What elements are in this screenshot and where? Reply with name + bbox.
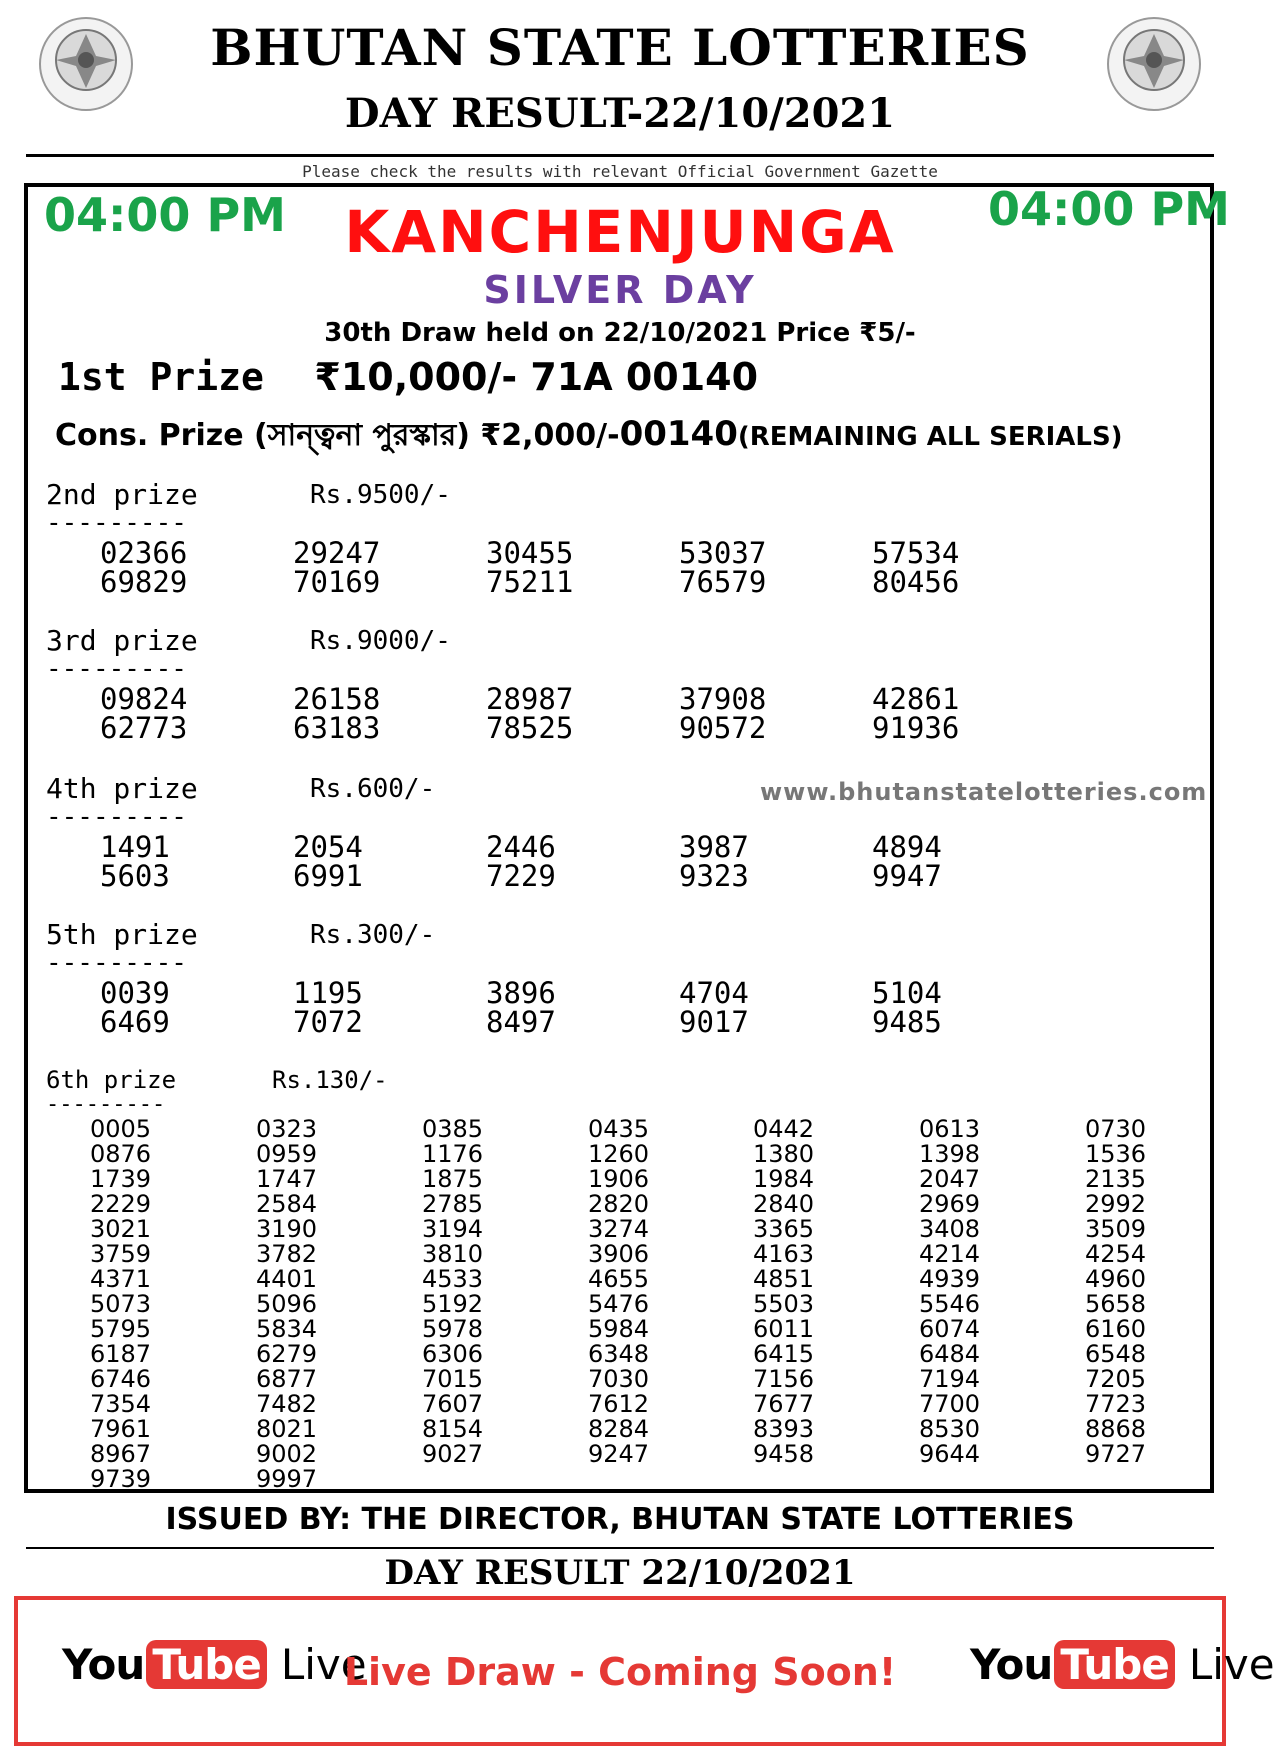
- prize6-number: 3365: [753, 1215, 815, 1243]
- draw-time-right: 04:00 PM: [988, 182, 1230, 236]
- prize6-number: 2840: [753, 1190, 815, 1218]
- prize6-number: 8393: [753, 1415, 815, 1443]
- prize5-number: 0039: [100, 976, 170, 1010]
- prize6-number: 4214: [919, 1240, 981, 1268]
- lottery-name: KANCHENJUNGA: [344, 198, 896, 266]
- prize6-number: 1380: [753, 1140, 815, 1168]
- prize2-number: 29247: [293, 536, 381, 570]
- prize6-number: 1739: [90, 1165, 152, 1193]
- draw-info: 30th Draw held on 22/10/2021 Price ₹5/-: [324, 318, 916, 348]
- prize4-amount: Rs.600/-: [310, 774, 436, 804]
- prize6-number: 3782: [256, 1240, 318, 1268]
- prize5-number: 7072: [293, 1005, 363, 1039]
- prize6-number: 1536: [1085, 1140, 1147, 1168]
- prize6-number: 5834: [256, 1315, 318, 1343]
- first-prize-label: 1st Prize: [58, 355, 264, 399]
- gazette-note: Please check the results with relevant Official Government Gazette: [302, 162, 938, 181]
- prize6-number: 0959: [256, 1140, 318, 1168]
- prize6-number: 0005: [90, 1115, 152, 1143]
- prize6-number: 7030: [588, 1365, 650, 1393]
- prize6-number: 6348: [588, 1340, 650, 1368]
- prize6-number: 0442: [753, 1115, 815, 1143]
- prize6-number: 6746: [90, 1365, 152, 1393]
- prize6-number: 6306: [422, 1340, 484, 1368]
- prize6-number: 7354: [90, 1390, 152, 1418]
- prize6-number: 6548: [1085, 1340, 1147, 1368]
- youtube-tube-badge: Tube: [146, 1640, 267, 1689]
- prize6-number: 7205: [1085, 1365, 1147, 1393]
- prize6-number: 2229: [90, 1190, 152, 1218]
- footer-result-date: DAY RESULT 22/10/2021: [384, 1553, 856, 1593]
- prize5-amount: Rs.300/-: [310, 920, 436, 950]
- prize4-number: 5603: [100, 859, 170, 893]
- prize6-number: 0323: [256, 1115, 318, 1143]
- prize6-number: 5795: [90, 1315, 152, 1343]
- prize6-number: 2135: [1085, 1165, 1147, 1193]
- prize6-number: 0435: [588, 1115, 650, 1143]
- prize6-number: 7607: [422, 1390, 484, 1418]
- prize5-number: 6469: [100, 1005, 170, 1039]
- prize6-number: 9458: [753, 1440, 815, 1468]
- prize6-number: 4960: [1085, 1265, 1147, 1293]
- prize6-number: 9247: [588, 1440, 650, 1468]
- prize6-number: 1984: [753, 1165, 815, 1193]
- prize6-label: 6th prize: [46, 1066, 177, 1094]
- prize6-number: 7194: [919, 1365, 981, 1393]
- prize6-number: 2969: [919, 1190, 981, 1218]
- prize6-number: 6011: [753, 1315, 815, 1343]
- prize6-number: 3408: [919, 1215, 981, 1243]
- draw-time-left: 04:00 PM: [44, 188, 286, 242]
- prize6-number: 5073: [90, 1290, 152, 1318]
- prize4-number: 2054: [293, 830, 363, 864]
- prize2-label: 2nd prize: [46, 478, 198, 511]
- prize3-number: 62773: [100, 711, 188, 745]
- first-prize-number: 71A 00140: [530, 355, 759, 399]
- prize6-number: 9027: [422, 1440, 484, 1468]
- prize6-number: 3194: [422, 1215, 484, 1243]
- prize3-number: 91936: [872, 711, 960, 745]
- prize6-number: 6877: [256, 1365, 318, 1393]
- prize6-number: 6074: [919, 1315, 981, 1343]
- prize2-number: 80456: [872, 565, 960, 599]
- prize3-number: 09824: [100, 682, 188, 716]
- prize5-number: 5104: [872, 976, 942, 1010]
- prize5-number: 4704: [679, 976, 749, 1010]
- youtube-tube-badge: Tube: [1054, 1640, 1175, 1689]
- prize2-number: 75211: [486, 565, 574, 599]
- prize6-underline: ---------: [46, 1092, 166, 1117]
- prize6-number: 8021: [256, 1415, 318, 1443]
- website-link[interactable]: www.bhutanstatelotteries.com: [760, 778, 1208, 806]
- prize6-number: 5503: [753, 1290, 815, 1318]
- prize6-number: 2785: [422, 1190, 484, 1218]
- prize6-number: 0385: [422, 1115, 484, 1143]
- youtube-live-right[interactable]: [970, 1640, 1275, 1689]
- prize4-underline: ---------: [46, 802, 187, 832]
- prize6-number: 3021: [90, 1215, 152, 1243]
- cons-prize-amount: ₹2,000/-: [480, 418, 620, 453]
- prize4-number: 9947: [872, 859, 942, 893]
- prize6-number: 3509: [1085, 1215, 1147, 1243]
- prize3-number: 63183: [293, 711, 381, 745]
- result-subtitle: DAY RESULT-22/10/2021: [344, 90, 896, 137]
- youtube-live-text: Live: [1188, 1640, 1275, 1689]
- prize2-number: 70169: [293, 565, 381, 599]
- prize6-number: 7961: [90, 1415, 152, 1443]
- prize4-number: 4894: [872, 830, 942, 864]
- prize6-number: 2992: [1085, 1190, 1147, 1218]
- coming-soon-text: Live Draw - Coming Soon!: [343, 1650, 897, 1694]
- prize2-number: 53037: [679, 536, 767, 570]
- prize2-number: 57534: [872, 536, 960, 570]
- prize6-number: 9739: [90, 1465, 152, 1493]
- prize6-number: 1260: [588, 1140, 650, 1168]
- prize6-number: 4254: [1085, 1240, 1147, 1268]
- first-prize-amount: ₹10,000/-: [314, 355, 518, 399]
- youtube-you-text: You: [62, 1640, 145, 1689]
- prize6-number: 4533: [422, 1265, 484, 1293]
- cons-prize-label: Cons. Prize (সান্ত্বনা পুরস্কার): [55, 418, 470, 453]
- prize6-number: 1398: [919, 1140, 981, 1168]
- prize4-number: 3987: [679, 830, 749, 864]
- prize6-number: 6187: [90, 1340, 152, 1368]
- prize2-underline: ---------: [46, 508, 187, 538]
- prize6-number: 9002: [256, 1440, 318, 1468]
- prize3-number: 78525: [486, 711, 574, 745]
- prize5-number: 9485: [872, 1005, 942, 1039]
- footer-divider: [26, 1547, 1214, 1549]
- prize6-number: 7677: [753, 1390, 815, 1418]
- prize5-number: 8497: [486, 1005, 556, 1039]
- first-prize-line: [58, 355, 758, 399]
- header-divider: [26, 154, 1214, 157]
- prize3-number: 28987: [486, 682, 574, 716]
- cons-prize-note: (REMAINING ALL SERIALS): [737, 422, 1123, 452]
- prize6-number: 2820: [588, 1190, 650, 1218]
- prize3-underline: ---------: [46, 654, 187, 684]
- prize6-number: 8530: [919, 1415, 981, 1443]
- prize6-number: 0730: [1085, 1115, 1147, 1143]
- prize6-number: 0613: [919, 1115, 981, 1143]
- prize2-number: 02366: [100, 536, 188, 570]
- prize6-number: 7015: [422, 1365, 484, 1393]
- prize6-number: 6484: [919, 1340, 981, 1368]
- prize6-number: 5192: [422, 1290, 484, 1318]
- prize6-number: 3190: [256, 1215, 318, 1243]
- prize6-number: 5546: [919, 1290, 981, 1318]
- prize2-number: 76579: [679, 565, 767, 599]
- prize6-number: 1906: [588, 1165, 650, 1193]
- prize6-number: 4371: [90, 1265, 152, 1293]
- prize6-amount: Rs.130/-: [272, 1066, 388, 1094]
- prize4-number: 2446: [486, 830, 556, 864]
- prize6-number: 9727: [1085, 1440, 1147, 1468]
- prize6-number: 7700: [919, 1390, 981, 1418]
- prize6-number: 5978: [422, 1315, 484, 1343]
- prize6-number: 7723: [1085, 1390, 1147, 1418]
- prize6-number: 5658: [1085, 1290, 1147, 1318]
- prize4-label: 4th prize: [46, 772, 198, 805]
- prize6-number: 3810: [422, 1240, 484, 1268]
- prize3-number: 90572: [679, 711, 767, 745]
- prize6-number: 3906: [588, 1240, 650, 1268]
- prize2-number: 69829: [100, 565, 188, 599]
- cons-prize-number: 00140: [619, 414, 738, 454]
- prize5-number: 3896: [486, 976, 556, 1010]
- prize4-number: 7229: [486, 859, 556, 893]
- prize6-number: 2047: [919, 1165, 981, 1193]
- prize6-number: 6160: [1085, 1315, 1147, 1343]
- prize4-number: 1491: [100, 830, 170, 864]
- prize6-number: 2584: [256, 1190, 318, 1218]
- prize6-number: 7612: [588, 1390, 650, 1418]
- prize6-number: 7482: [256, 1390, 318, 1418]
- prize3-amount: Rs.9000/-: [310, 626, 451, 656]
- prize6-number: 3759: [90, 1240, 152, 1268]
- cons-prize-line: [55, 411, 1123, 462]
- prize6-number: 4655: [588, 1265, 650, 1293]
- prize3-number: 42861: [872, 682, 960, 716]
- prize3-label: 3rd prize: [46, 624, 198, 657]
- prize5-label: 5th prize: [46, 918, 198, 951]
- prize6-number: 8868: [1085, 1415, 1147, 1443]
- page-title: BHUTAN STATE LOTTERIES: [210, 18, 1030, 77]
- prize6-number: 4939: [919, 1265, 981, 1293]
- prize6-number: 4401: [256, 1265, 318, 1293]
- day-name: SILVER DAY: [483, 268, 757, 312]
- prize6-number: 9644: [919, 1440, 981, 1468]
- prize6-number: 5476: [588, 1290, 650, 1318]
- prize4-number: 6991: [293, 859, 363, 893]
- prize6-number: 5984: [588, 1315, 650, 1343]
- prize6-number: 6415: [753, 1340, 815, 1368]
- prize6-number: 7156: [753, 1365, 815, 1393]
- prize6-number: 3274: [588, 1215, 650, 1243]
- prize6-number: 1747: [256, 1165, 318, 1193]
- prize6-number: 0876: [90, 1140, 152, 1168]
- prize6-number: 1176: [422, 1140, 484, 1168]
- prize6-number: 8154: [422, 1415, 484, 1443]
- prize3-number: 26158: [293, 682, 381, 716]
- prize6-number: 4851: [753, 1265, 815, 1293]
- prize5-number: 1195: [293, 976, 363, 1010]
- prize4-number: 9323: [679, 859, 749, 893]
- youtube-you-text: You: [970, 1640, 1053, 1689]
- prize6-number: 9997: [256, 1465, 318, 1493]
- prize6-number: 4163: [753, 1240, 815, 1268]
- prize6-number: 1875: [422, 1165, 484, 1193]
- prize6-number: 8284: [588, 1415, 650, 1443]
- prize6-number: 8967: [90, 1440, 152, 1468]
- youtube-live-text: Live: [280, 1640, 367, 1689]
- prize6-number: 6279: [256, 1340, 318, 1368]
- prize5-underline: ---------: [46, 948, 187, 978]
- prize6-number: 5096: [256, 1290, 318, 1318]
- prize5-number: 9017: [679, 1005, 749, 1039]
- prize3-number: 37908: [679, 682, 767, 716]
- prize2-number: 30455: [486, 536, 574, 570]
- prize2-amount: Rs.9500/-: [310, 480, 451, 510]
- issued-by: ISSUED BY: THE DIRECTOR, BHUTAN STATE LOTTERIES: [165, 1502, 1075, 1537]
